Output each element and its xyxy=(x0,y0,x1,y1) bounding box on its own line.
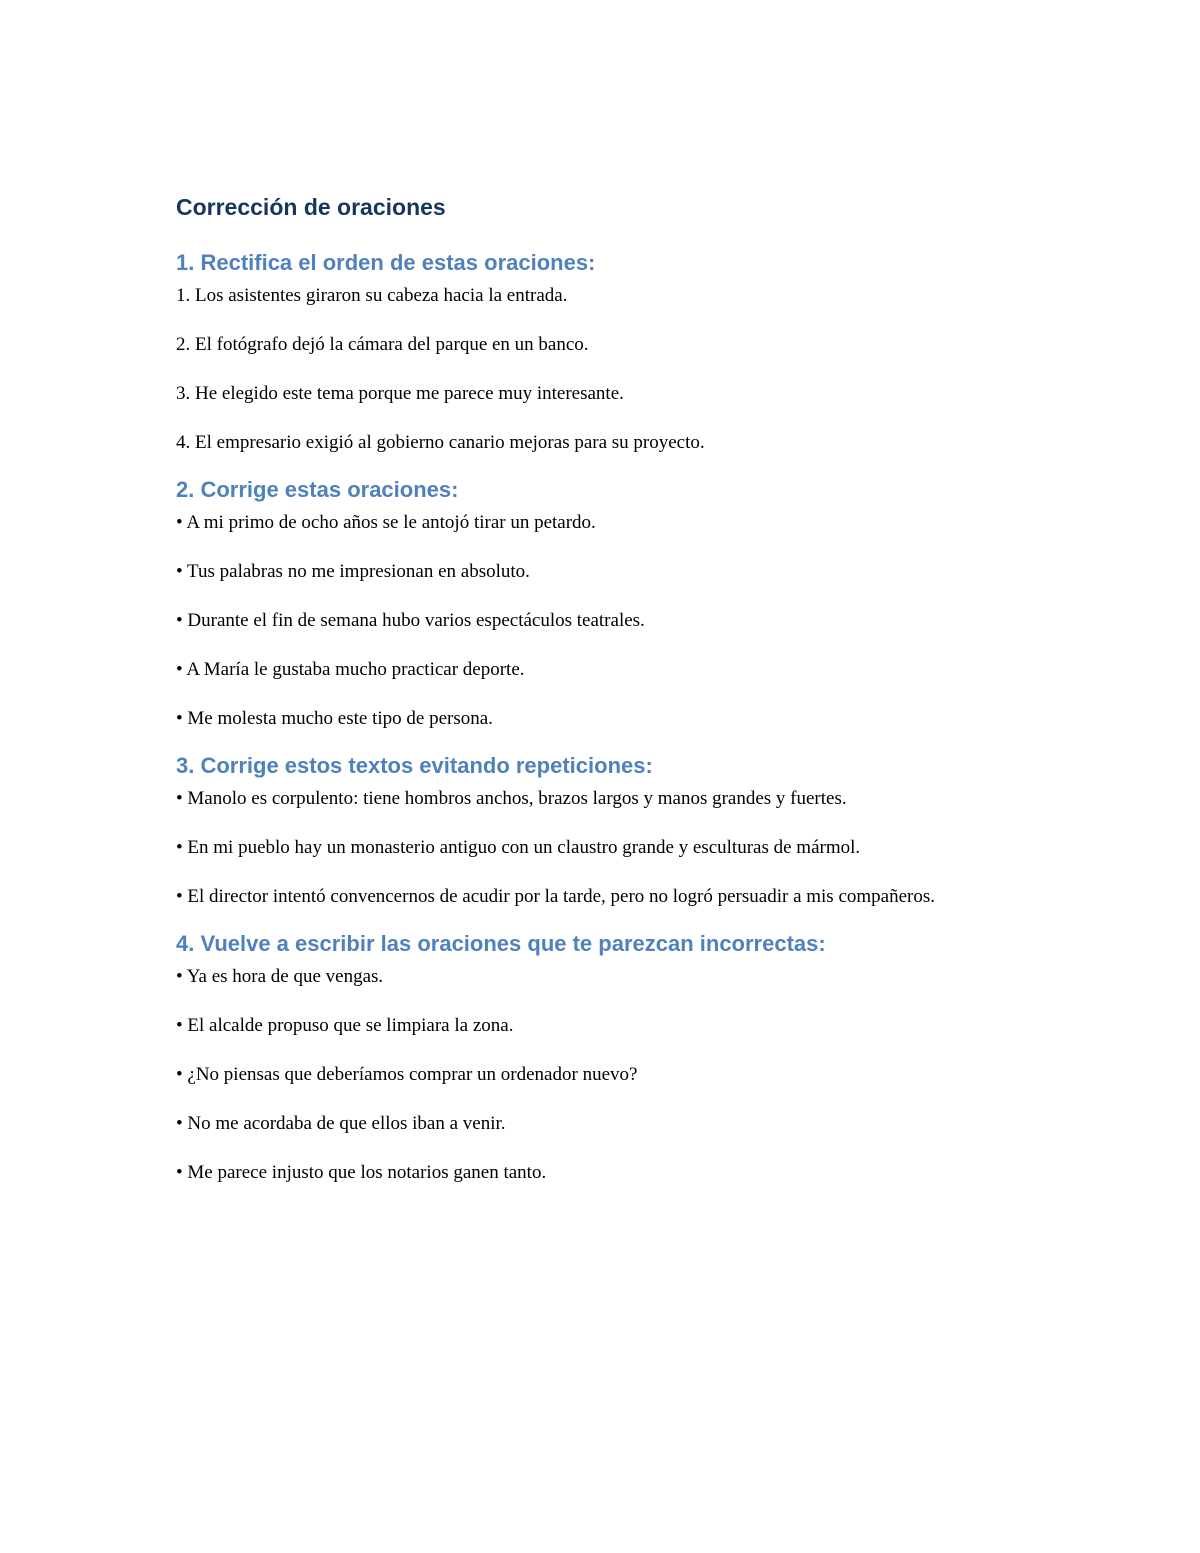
list-item: • ¿No piensas que deberíamos comprar un ordenador nuevo? xyxy=(176,1064,638,1085)
list-item: • A María le gustaba mucho practicar deporte. xyxy=(176,659,525,680)
section-2-list xyxy=(176,508,1056,733)
section-3-list xyxy=(176,784,1056,911)
list-item: • Me parece injusto que los notarios ganen tanto. xyxy=(176,1162,547,1183)
list-item: • El director intentó convencernos de acudir por la tarde, pero no logró persuadir a mis compañeros. xyxy=(176,886,935,907)
list-item: • El alcalde propuso que se limpiara la zona. xyxy=(176,1015,514,1036)
list-item: • Manolo es corpulento: tiene hombros anchos, brazos largos y manos grandes y fuertes. xyxy=(176,788,847,809)
section-heading-3: 3. Corrige estos textos evitando repeticiones: xyxy=(176,753,653,778)
list-item: • No me acordaba de que ellos iban a venir. xyxy=(176,1113,506,1134)
list-item: • Durante el fin de semana hubo varios espectáculos teatrales. xyxy=(176,610,645,631)
section-heading-2: 2. Corrige estas oraciones: xyxy=(176,477,459,502)
list-item: • A mi primo de ocho años se le antojó tirar un petardo. xyxy=(176,512,596,533)
section-heading-4: 4. Vuelve a escribir las oraciones que te parezcan incorrectas: xyxy=(176,931,826,956)
list-item: 3. He elegido este tema porque me parece muy interesante. xyxy=(176,383,624,404)
list-item: • Ya es hora de que vengas. xyxy=(176,966,384,987)
list-item: • Me molesta mucho este tipo de persona. xyxy=(176,708,493,729)
list-item: • En mi pueblo hay un monasterio antiguo con un claustro grande y esculturas de mármol. xyxy=(176,837,861,858)
section-4-list xyxy=(176,962,1056,1187)
list-item: 4. El empresario exigió al gobierno canario mejoras para su proyecto. xyxy=(176,432,705,453)
list-item: • Tus palabras no me impresionan en absoluto. xyxy=(176,561,530,582)
page-title: Corrección de oraciones xyxy=(176,194,446,220)
section-1-list xyxy=(176,281,1056,457)
list-item: 2. El fotógrafo dejó la cámara del parque en un banco. xyxy=(176,334,589,355)
document-body xyxy=(176,190,1056,1187)
section-heading-1: 1. Rectifica el orden de estas oraciones: xyxy=(176,250,596,275)
list-item: 1. Los asistentes giraron su cabeza hacia la entrada. xyxy=(176,285,568,306)
